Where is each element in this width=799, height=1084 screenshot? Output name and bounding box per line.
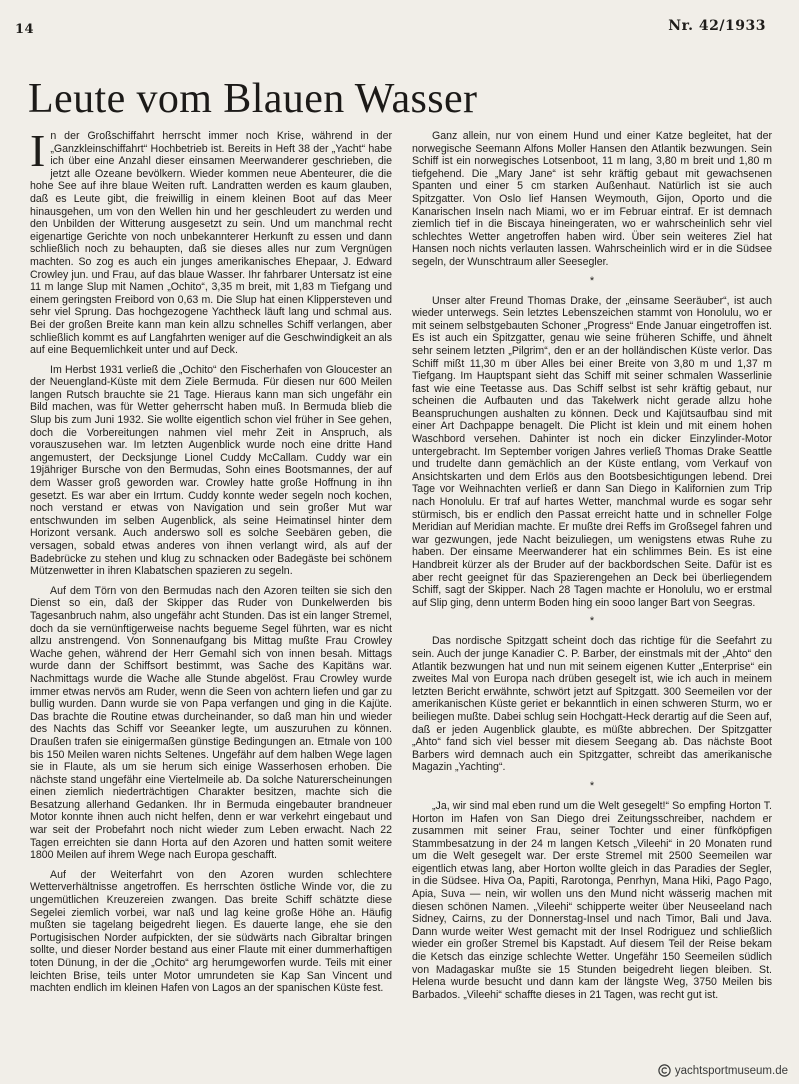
drop-cap: I <box>30 130 46 176</box>
section-separator: * <box>589 615 595 628</box>
article-column-left <box>30 130 392 1070</box>
page-number: 14 <box>15 22 35 37</box>
paragraph: „Ja, wir sind mal eben rund um die Welt gesegelt!“ So empfing Horton T. Horton im Hafen von San Diego drei Zeitungsschreiber, nachdem er zusammen mit seiner Frau, seiner Tochter und einer fünfköpfigen Stammbesatzung in der 24 m langen Ketsch „Vileehi“ in 20 Monaten rund um die Welt gesegelt war. Der erste Stremel mit 2500 Seemeilen war eigentlich etwas lang, aber Horton wollte gleich in das Paradies der Segler, in die Südsee. Hiva Oa, Papiti, Rarotonga, Penrhyn, Mana Hiki, Pago Pago, Apia, Suva — nein, wir wollen uns den Mund nicht wässerig machen mit diesen schönen Namen. „Vileehi“ schipperte weiter über Neuseeland nach Sidney, Cairns, zu der Donnerstag-Insel und nach Timor, Bali und Java. Dann wurde weiter West gemacht mit der Insel Rodriguez und schließlich wieder ein großer Stremel bis Kapstadt. Auf diesem Teil der Reise bekam die Ketsch das einzige schlechte Wetter. Ungefähr 150 Seemeilen südlich von Madagaskar mußte sie 15 Stunden beigedreht liegen bleiben. St. Helena wurde besucht und dann kam der längste Weg, 3750 Meilen bis Barbados. „Vileehi“ schaffte dieses in 21 Tagen, was recht gut ist. <box>412 799 772 1001</box>
section-separator: * <box>589 779 595 792</box>
paragraph: Ganz allein, nur von einem Hund und einer Katze begleitet, hat der norwegische Seemann Alfons Moller Hansen den Atlantik bezwungen. Sein Schiff ist ein norwegisches Lotsenboot, 11 m lang, 3,80 m breit und 1,80 m tiefgehend. Die „Mary Jane“ ist sehr kräftig gebaut mit gewachsenen Spanten und einer 5 cm starken Außenhaut. Natürlich ist sie auch Spitzgatter. Von Oslo lief Hansen Weymouth, Gijon, Oporto und die Kanarischen Inseln nach Miami, wo er im Februar eintraf. Er ist demnach ziemlich tief in die Biscaya hineingeraten, wo er wahrscheinlich sehr viel schlechtes Wetter angetroffen haben wird. Über sein weiteres Ziel hat Hansen noch nichts verlauten lassen. Wahrscheinlich wird er in die Südsee segeln, der Wunschtraum aller Seesegler. <box>412 130 772 268</box>
copyright-icon <box>658 1064 671 1077</box>
paragraph-text: n der Großschiffahrt herrscht immer noch Krise, während in der „Ganzkleinschiffahrt“ Hochbetrieb ist. Bereits in Heft 38 der „Yacht“ habe ich über eine Anzahl dieser einsamen Meerwanderer geschrieben, die jetzt alle Ozeane bevölkern. Wieder kommen neue Abenteurer, die die hohe See auf ihre blaue Weiten ruft. Landratten werden es kaum glauben, daß es Leute gibt, die freiwillig in einem kleinen Boot auf das Meer hinausgehen, um von den Wellen hin und her geschleudert zu werden und den Unbilden der Witterung ausgesetzt zu sein. Und um manchmal recht eigenartige Gerichte von noch unbekannterer Herkunft zu essen und dann schließlich noch zu behaupten, daß sie dieses alles nur zum Vergnügen machten. So zog es auch ein junges amerikanisches Ehepaar, J. Edward Crowley jun. und Frau, auf das blaue Wasser. Ihr fahrbarer Untersatz ist eine 11 m lange Slup mit Namen „Ochito“, 3,35 m breit, mit 1,83 m Tiefgang und einem geringsten Freibord von 0,63 m. Die Slup hat einen Klippersteven und sehr viel Sprung. Das hochgezogene Yachtheck läuft lang und schmal aus. Bei der großen Breite kann man kein allzu schnelles Schiff verlangen, aber schließlich kommt es auf Langfahrten weniger auf die Geschwindigkeit an als auf eine Bequemlichkeit unter und auf Deck. <box>30 130 392 357</box>
paragraph <box>30 130 392 357</box>
section-separator: * <box>589 274 595 287</box>
article-title: Leute vom Blauen Wasser <box>28 76 478 122</box>
paragraph: Auf dem Törn von den Bermudas nach den Azoren teilten sie sich den Dienst so ein, daß der Skipper das Ruder von Dunkelwerden bis Tagesanbruch nahm, also ungefähr acht Stunden. Das ist ein langer Stremel, doch da sie vernünftigerweise nachts beguemе Segel führten, war es nicht allzu anstrengend. Von Sonnenaufgang bis Mittag mußte Frau Crowley Wache gehen, während der Herr Gemahl sich von innen besah. Mittags wurde dann der Schiffsort bestimmt, was Sache des Kapitäns war. Nachmittags wurde die Wache alle Stunde abgelöst. Frau Crowley wurde immer etwas nervös am Ruder, wenn die Seen von achtern liefen und gar zu bullig wurden. Dann wurde sie von Papa verfangen und ging in die Kajüte. Das brachte die Routine etwas durcheinander, so daß man hin und wieder des Nachts das Schiff vor Seeanker legte, um auszuruhen zu können. Draußen trafen sie einigermaßen günstige Bedingungen an. Etmale von 100 bis 150 Meilen waren nichts Seltenes. Ungefähr auf dem halben Wege lagen sie in Flaute, als um sie herum sich einige Wasserhosen erhoben. Die nächste stand ungefähr eine Viertelmeile ab. Da solche Naturerscheinungen einen ziemlich niederträchtigen Charakter besitzen, machte sich die Besatzung allerhand Gedanken. Ihr in Bermuda eingebauter brandneuer Motor konnte ihnen auch nicht helfen, denn er war verkehrt eingebaut und war seit der Probefahrt noch nicht wieder zum Leben erwacht. Nach 22 Tagen erreichten sie dann Horta auf den Azoren und hatten somit weitere 1800 Meilen auf ihrem Wege nach Europa geschafft. <box>30 584 392 862</box>
paragraph: Unser alter Freund Thomas Drake, der „einsame Seeräuber“, ist auch wieder unterwegs. Sein letztes Lebenszeichen stammt von Honolulu, wo er mit seinem selbstgebauten Schoner „Progress“ Ende Januar eingetroffen ist. Es ist auch ein Spitzgatter, genau wie seine früheren Schiffe, und ähnelt sehr seinem letzten „Pilgrim“, den er an der holländischen Küste verlor. Das Schiff mißt 11,30 m über Alles bei einer Breite von 3,80 m und 1,37 m Tiefgang. Im Hauptspant sieht das Schiff mit seiner schmalen Wasserlinie fast wie eine Teetasse aus. Das Schiff selbst ist sehr kräftig gebaut, nur scheinen die Aufbauten und das Takelwerk nicht gerade allzu hohe Beanspruchungen aushalten zu können. Deck und Kajütsaufbau sind mit einer Art Dachpappe benagelt. Die Plicht ist klein und mit einem hohen Waschbord versehen. Dahinter ist noch ein dicker Einzylinder-Motor untergebracht. Im September vorigen Jahres verließ Thomas Drake Seattle und trudelte dann gemächlich an der Küste entlang, vom Verkauf von Ansichtskarten und dem Erlös aus den Bootsbesichtigungen lebend. Drei Tage vor Weihnachten verließ er dann San Diego in Kalifornien zum Trip nach Honolulu. Er traf auf hartes Wetter, manchmal wurde es sogar sehr stürmisch, bis er endlich den Passat erreicht hatte und in schneller Folge Meridian auf Meridian machte. Er mußte drei Reffs im Großsegel fahren und war gezwungen, jede Nacht beizuliegen, um wenigstens etwas Ruhe zu haben. Der einsame Meerwanderer hat ein schlimmes Bein. Es ist eine Handbreit kürzer als der Bruder auf der backbordschen Seite. Dafür ist es aber recht geeignet für das Spazierengehen an Deck bei überliegendem Schiff, sagt der Skipper. Nach 28 Tagen machte er Honolulu, wo er erstmal auf Slip ging, denn unterm Boden hing ein sooo langer Bart von Seegras. <box>412 294 772 609</box>
paragraph: Das nordische Spitzgatt scheint doch das richtige für die Seefahrt zu sein. Auch der junge Kanadier C. P. Barber, der einstmals mit der „Ahto“ den Atlantik bezwungen hat und nun mit seinem eigenen Kutter „Enterprise“ ein zweites Mal von Europa nach drüben gesegelt ist, wie ich auch in meinem letzten Bericht erwähnte, schwört jetzt auf Spitzgatt. 300 Seemeilen vor der amerikanischen Küste geriet er bekanntlich in einen schweren Sturm, wo er beiliegen mußte. Dabei schlug sein Hochgatt-Heck derartig auf die Seen auf, daß er jeden Augenblick glaubte, es müßte abbrechen. Der Spitzgatter „Ahto“ fand sich viel besser mit diesem Seegang ab. Das nächste Boot Barbers wird demnach auch ein Spitzgatter, schreibt das amerikanische Magazin „Yachting“. <box>412 635 772 774</box>
article-column-right <box>412 130 772 1070</box>
paragraph: Im Herbst 1931 verließ die „Ochito“ den Fischerhafen von Gloucester an der Neuengland-Küste mit dem Ziele Bermuda. Für diesen nur 600 Meilen langen Rutsch brauchte sie 21 Tage. Hieraus kann man sich ungefähr ein Bild machen, was für Wetter geherrscht haben muß. In Bermuda blieb die Slup bis zum Juni 1932. Sie wollte eigentlich schon viel früher in See gehen, doch die Vorbereitungen nahmen viel mehr Zeit in Anspruch, als vorauszusehen war. Im letzten Augenblick wurde noch eine dritte Hand angemustert, der Decksjunge Lionel Cuddy McCallam. Cuddy war ein 19jähriger Bursche von den Bermudas, Sohn eines Bootsmannes, der auf dem Wasser groß geworden war. Crowley hatte große Hoffnung in ihn gesetzt. Es war aber ein Irrtum. Cuddy konnte weder segeln noch kochen, noch verstand er etwas von Navigation und sein großer Mut war entschwunden im selben Augenblick, als seine Heimatinsel hinter dem Horizont versank. Auch anderswo soll es solche Seebären geben, die versagen, sobald etwas anderes von ihnen verlangt wird, als auf der Badebrücke zu stehen und klug zu schnacken oder Badegäste bei schönem Mützenwetter in ihren Klabatschen spazieren zu segeln. <box>30 363 392 578</box>
watermark <box>655 1063 791 1078</box>
paragraph: Auf der Weiterfahrt von den Azoren wurden schlechtere Wetterverhältnisse angetroffen. Es herrschten östliche Winde vor, die zu ungemütlichen Kreuzereien zwangen. Das breite Schiff schätzte diese Segelei ziemlich vorbei, war naß und lag keine große Höhe an. Häufig mußten sie tagelang beigedreht liegen. Es dauerte lange, ehe sie den Portugisischen Norder aufpickten, der sie südwärts nach Gibraltar bringen sollte, und dieser Norder bestand aus einer Flaute mit einer dummerhaftigen toten Dünung, in der die „Ochito“ arg herumgeworfen wurde. Teils mit einer leichten Brise, teils unter Motor umrundeten sie Kap San Vincent und machten endlich im kleinen Hafen von Lagos an der spanischen Küste fest. <box>30 868 392 995</box>
issue-number: Nr. 42/1933 <box>668 18 766 34</box>
watermark-text: yachtsportmuseum.de <box>674 1064 788 1077</box>
